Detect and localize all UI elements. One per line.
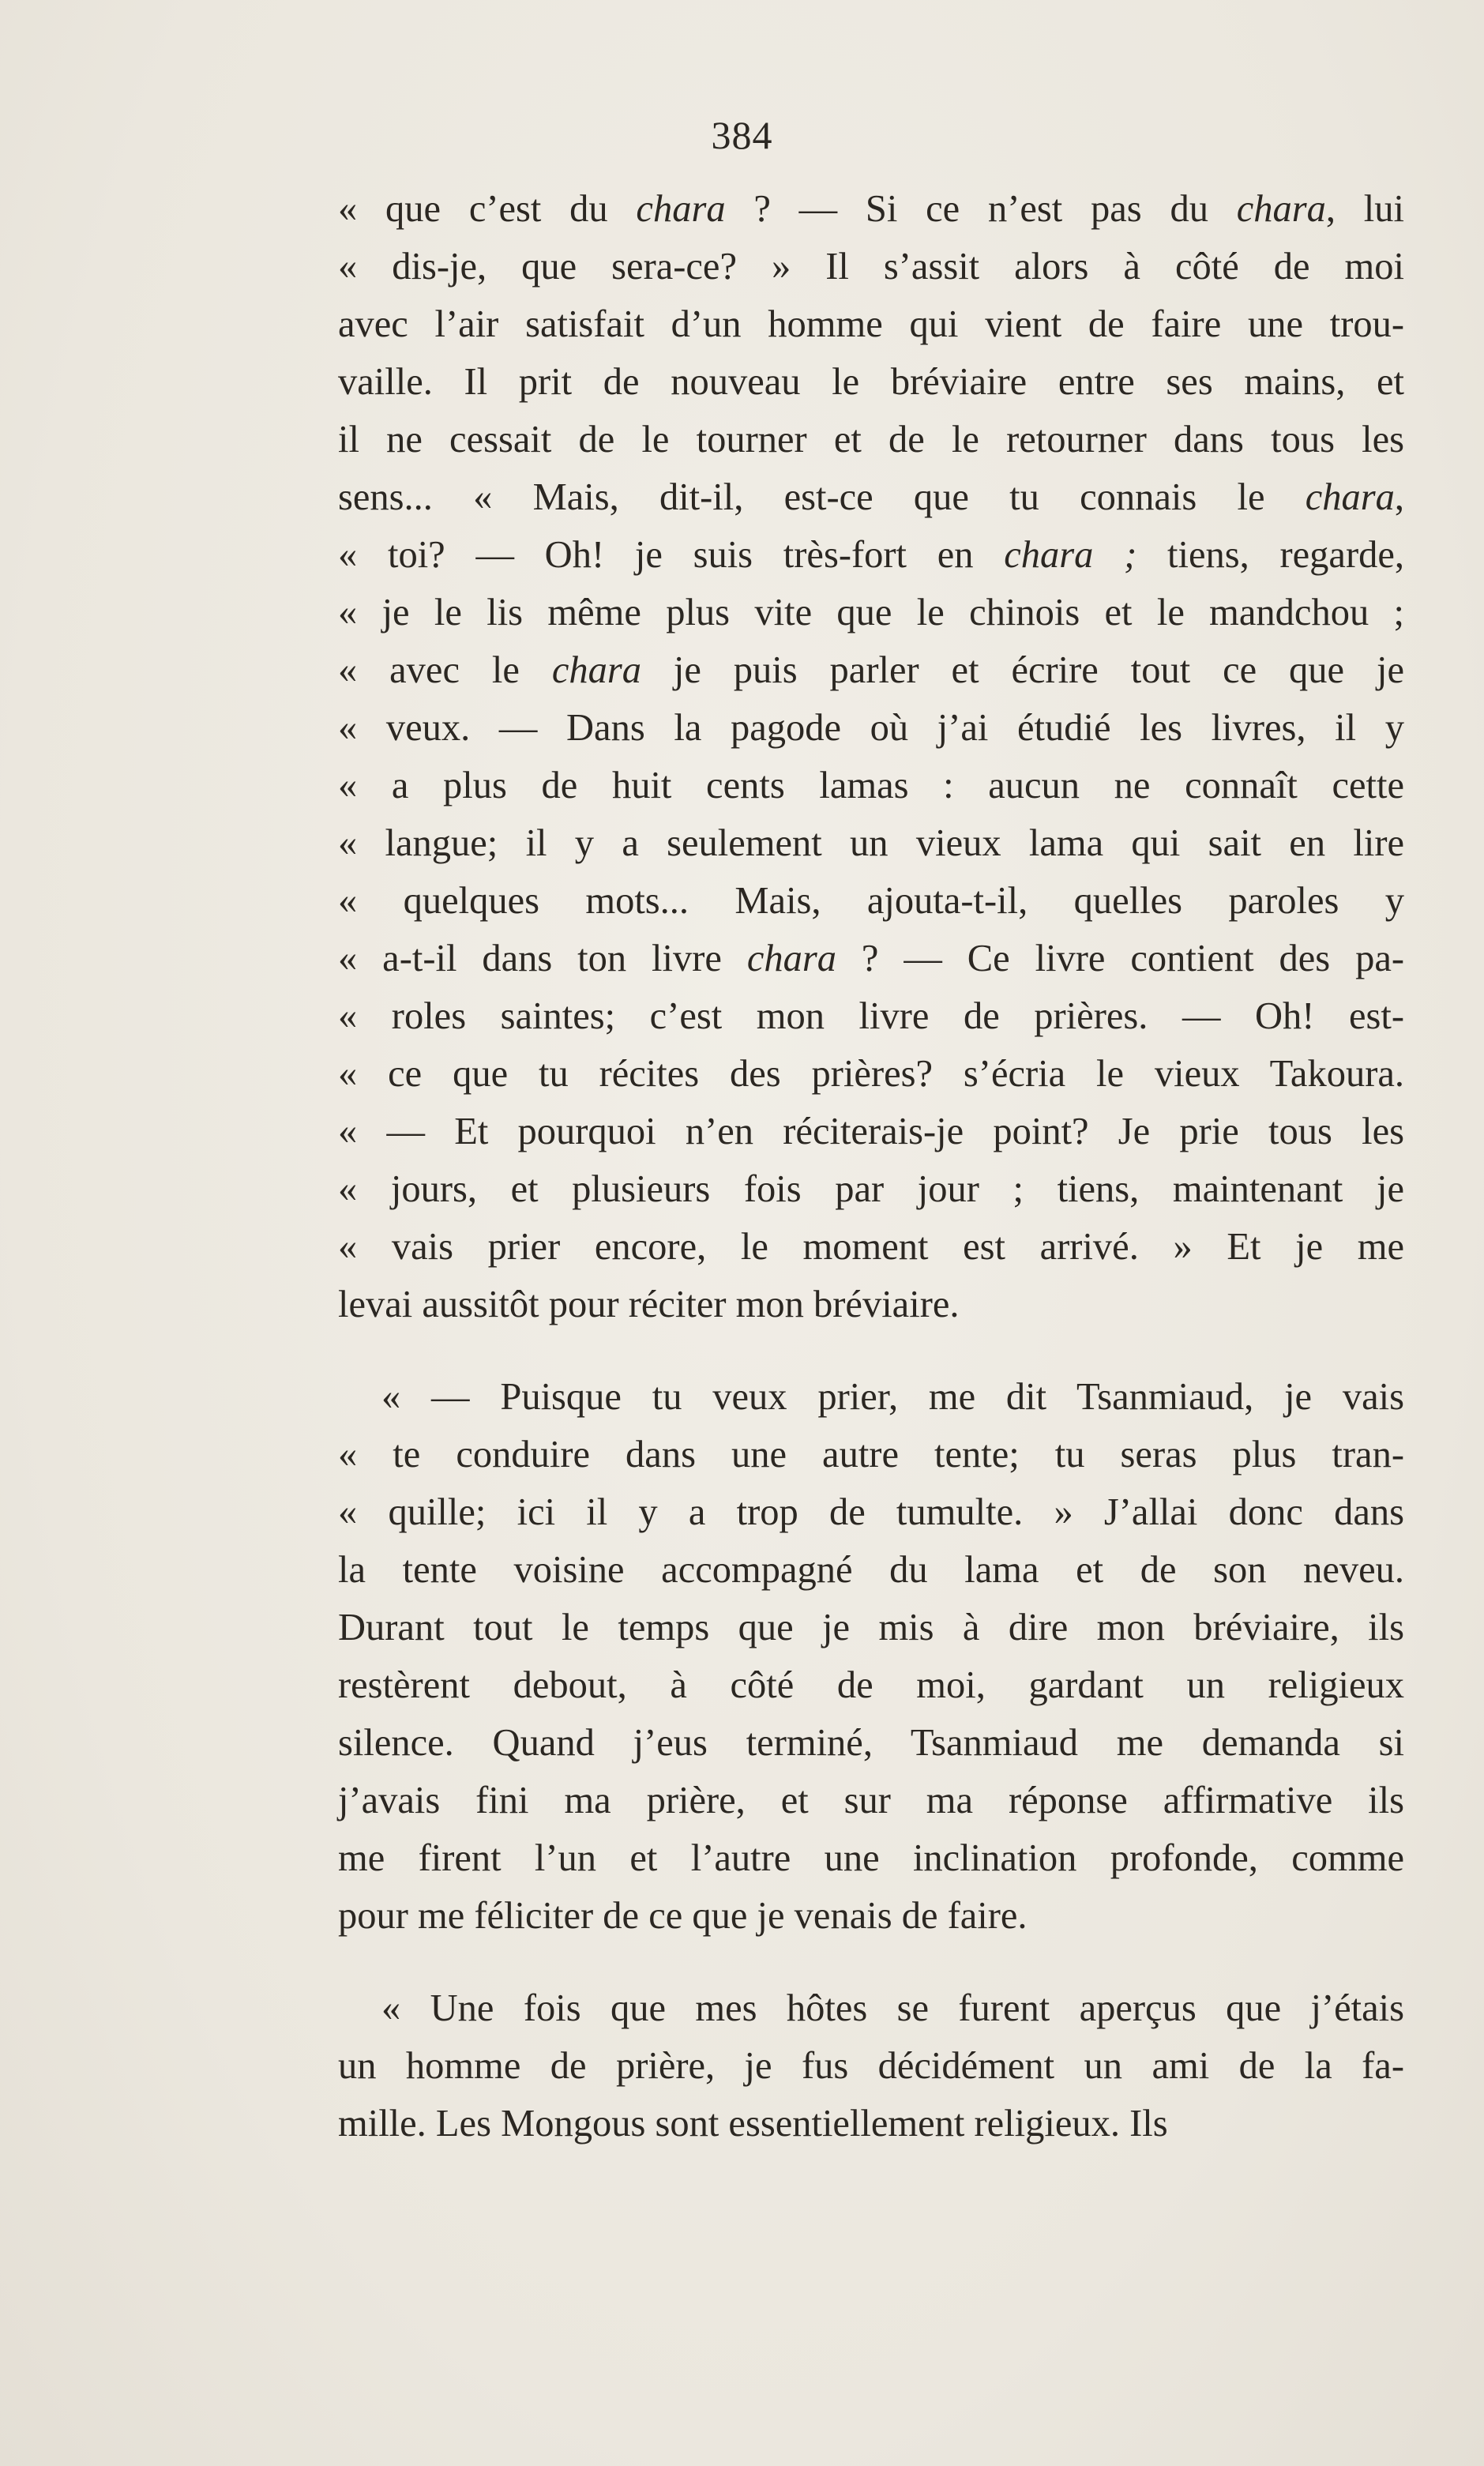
text-line	[338, 180, 1404, 238]
text-line	[338, 1541, 1404, 1599]
text-line	[338, 1829, 1404, 1887]
text-segment: « quille; ici il y a trop de tumulte. » J’allai donc dans	[338, 1491, 1404, 1533]
text-segment: « veux. — Dans la pagode où j’ai étudié les livres, il y	[338, 707, 1404, 749]
text-line	[338, 1045, 1404, 1103]
text-segment: « te conduire dans une autre tente; tu seras plus tran-	[338, 1434, 1404, 1475]
text-line	[338, 2095, 1404, 2152]
text-segment: tiens, regarde,	[1136, 534, 1405, 576]
text-line	[338, 526, 1404, 584]
text-line	[338, 584, 1404, 641]
text-segment: « dis-je, que sera-ce? » Il s’assit alors à côté de moi	[338, 246, 1404, 288]
text-segment: « quelques mots... Mais, ajouta-t-il, quelles paroles y	[338, 880, 1404, 922]
text-line	[338, 1218, 1404, 1276]
page-number: 384	[711, 113, 773, 157]
italic-word: chara	[746, 938, 836, 979]
text-line	[338, 987, 1404, 1045]
text-line	[338, 1160, 1404, 1218]
text-segment: Durant tout le temps que je mis à dire mon bréviaire, ils	[338, 1607, 1404, 1648]
text-line	[338, 1887, 1404, 1945]
text-segment: mille. Les Mongous sont essentiellement religieux. Ils	[338, 2103, 1168, 2145]
text-line	[338, 872, 1404, 930]
text-segment: j’avais fini ma prière, et sur ma réponse affirmative ils	[338, 1780, 1404, 1821]
text-segment: un homme de prière, je fus décidément un ami de la fa-	[338, 2045, 1404, 2087]
text-line	[338, 411, 1404, 468]
text-line	[338, 1483, 1404, 1541]
text-line	[338, 757, 1404, 814]
italic-word: chara	[1236, 188, 1326, 230]
text-segment: sens... « Mais, dit-il, est-ce que tu connais le	[338, 476, 1306, 518]
text-segment: il ne cessait de le tourner et de le retourner dans tous les	[338, 419, 1404, 460]
text-line	[338, 295, 1404, 353]
text-segment: « vais prier encore, le moment est arrivé. » Et je me	[338, 1226, 1404, 1268]
text-segment: levai aussitôt pour réciter mon bréviaire.	[338, 1284, 960, 1325]
text-segment: la tente voisine accompagné du lama et de son neveu.	[338, 1549, 1404, 1591]
text-line	[338, 699, 1404, 757]
text-line	[338, 1979, 1404, 2037]
text-segment: « avec le	[338, 649, 552, 691]
text-line	[338, 1368, 1404, 1426]
text-segment: pour me féliciter de ce que je venais de faire.	[338, 1895, 1028, 1937]
text-segment: ,	[1394, 476, 1404, 518]
text-segment: « ce que tu récites des prières? s’écria le vieux Takoura.	[338, 1053, 1404, 1095]
text-line	[338, 1103, 1404, 1160]
text-line	[338, 1599, 1404, 1656]
text-segment: vaille. Il prit de nouveau le bréviaire entre ses mains, et	[338, 361, 1404, 403]
text-line	[338, 930, 1404, 987]
paragraph-gap	[338, 1333, 1404, 1368]
text-segment: je puis parler et écrire tout ce que je	[641, 649, 1404, 691]
text-segment: me firent l’un et l’autre une inclination profonde, comme	[338, 1837, 1404, 1879]
italic-word: chara	[551, 649, 641, 691]
text-segment: « Une fois que mes hôtes se furent aperçus que j’étais	[381, 1987, 1404, 2029]
text-segment: « a plus de huit cents lamas : aucun ne connaît cette	[338, 765, 1404, 806]
italic-word: chara	[636, 188, 726, 230]
text-segment: ? — Ce livre contient des pa-	[836, 938, 1404, 979]
paragraph	[338, 1979, 1404, 2152]
text-line	[338, 468, 1404, 526]
paragraph-gap	[338, 1945, 1404, 1979]
text-line	[338, 1772, 1404, 1829]
text-line	[338, 2037, 1404, 2095]
text-line	[338, 1714, 1404, 1772]
italic-word: chara	[1305, 476, 1395, 518]
body-text	[338, 180, 1404, 2152]
text-line	[338, 814, 1404, 872]
paragraph	[338, 1368, 1404, 1945]
text-segment: « que c’est du	[338, 188, 637, 230]
text-line	[338, 238, 1404, 295]
text-line	[338, 641, 1404, 699]
paragraph	[338, 180, 1404, 1333]
text-segment: « a-t-il dans ton livre	[338, 938, 747, 979]
text-segment: « langue; il y a seulement un vieux lama qui sait en lire	[338, 822, 1404, 864]
text-segment: « toi? — Oh! je suis très-fort en	[338, 534, 1005, 576]
text-segment: avec l’air satisfait d’un homme qui vient de faire une trou-	[338, 303, 1404, 345]
text-segment: « — Puisque tu veux prier, me dit Tsanmiaud, je vais	[381, 1376, 1404, 1418]
text-line	[338, 1426, 1404, 1483]
text-segment: ? — Si ce n’est pas du	[725, 188, 1237, 230]
text-line	[338, 353, 1404, 411]
text-segment: « je le lis même plus vite que le chinois et le mandchou ;	[338, 592, 1404, 633]
italic-word: chara ;	[1004, 534, 1137, 576]
text-line	[338, 1276, 1404, 1333]
text-segment: « roles saintes; c’est mon livre de prières. — Oh! est-	[338, 995, 1404, 1037]
text-segment: « jours, et plusieurs fois par jour ; tiens, maintenant je	[338, 1168, 1404, 1210]
text-segment: , lui	[1325, 188, 1404, 230]
text-segment: « — Et pourquoi n’en réciterais-je point? Je prie tous les	[338, 1111, 1404, 1152]
text-segment: silence. Quand j’eus terminé, Tsanmiaud me demanda si	[338, 1722, 1404, 1764]
text-line	[338, 1656, 1404, 1714]
text-segment: restèrent debout, à côté de moi, gardant un religieux	[338, 1664, 1404, 1706]
